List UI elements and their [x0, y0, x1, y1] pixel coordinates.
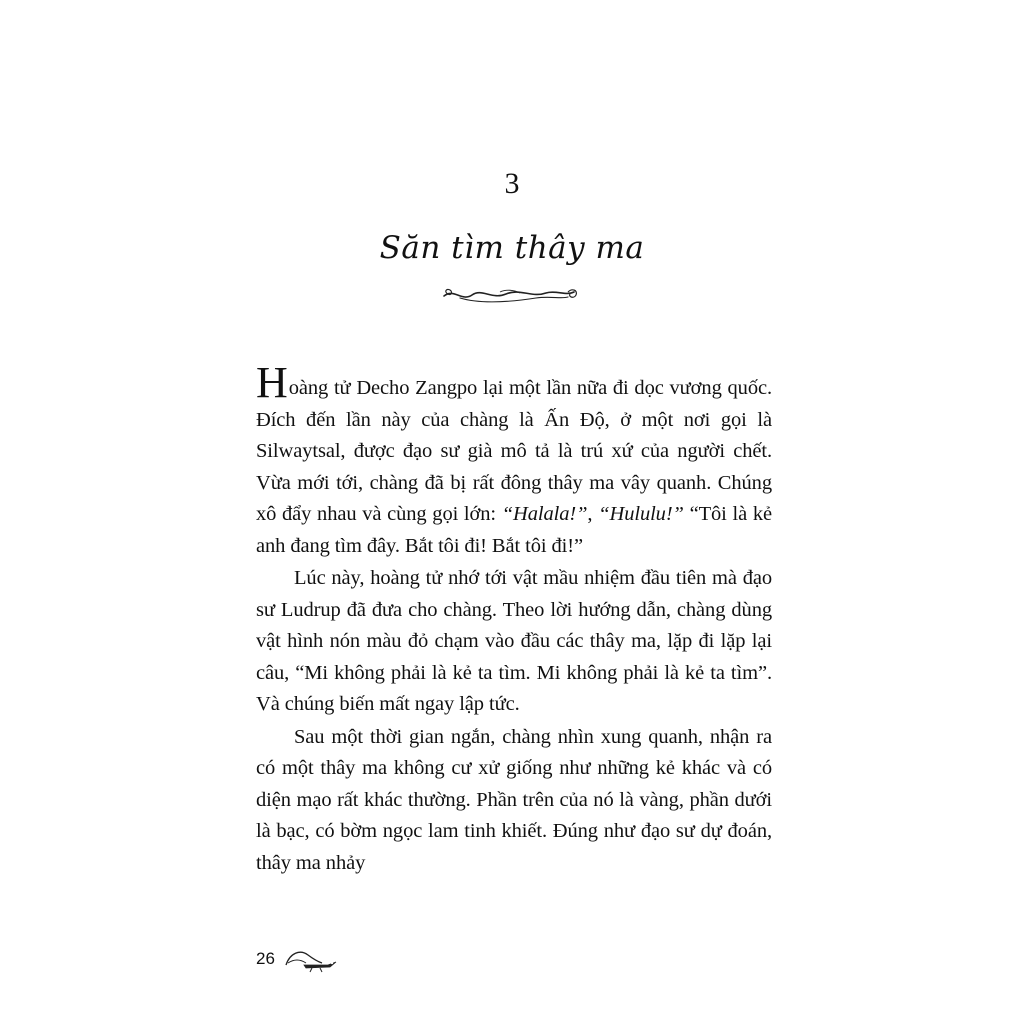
- paragraph-1-text: oàng tử Decho Zangpo lại một lần nữa đi dọc vương quốc. Đích đến lần này của chàng là Ấn Độ, ở một nơi gọi là Silwaytsal, được đạo sư già mô tả là trú xứ của người chết. Vừa mới tới, chàng đã bị rất đông thây ma vây quanh. Chúng xô đẩy nhau và cùng gọi lớn:: [256, 377, 772, 525]
- flourish-ornament-icon: [440, 284, 580, 306]
- drop-cap: H: [256, 358, 288, 407]
- paragraph-1-separator: ,: [587, 503, 599, 525]
- paragraph-1: [256, 358, 772, 562]
- page-number: 26: [256, 949, 275, 968]
- chapter-title: Săn tìm thây ma: [379, 230, 645, 266]
- paragraph-1-italic-1: “Halala!”: [501, 503, 588, 525]
- paragraph-3: Sau một thời gian ngắn, chàng nhìn xung quanh, nhận ra có một thây ma không cư xử giống như những kẻ khác và có diện mạo rất khác thường. Phần trên của nó là vàng, phần dưới là bạc, có bờm ngọc lam tinh khiết. Đúng như đạo sư dự đoán, thây ma nhảy: [256, 725, 772, 874]
- page-footer: [256, 945, 376, 975]
- body-text: [256, 358, 772, 879]
- paragraph-2: Lúc này, hoàng tử nhớ tới vật mầu nhiệm đầu tiên mà đạo sư Ludrup đã đưa cho chàng. Theo lời hướng dẫn, chàng dùng vật hình nón màu đỏ chạm vào đầu các thây ma, lặp đi lặp lại câu, “Mi không phải là kẻ ta tìm. Mi không phải là kẻ ta tìm”. Và chúng biến mất ngay lập tức.: [256, 567, 772, 715]
- bird-ornament-icon: [282, 945, 342, 973]
- paragraph-1-tail: “Tôi là kẻ anh đang tìm đây. Bắt tôi đi! Bắt tôi đi!”: [256, 503, 772, 557]
- paragraph-1-italic-2: “Hululu!”: [598, 503, 684, 525]
- chapter-number: 3: [504, 167, 520, 200]
